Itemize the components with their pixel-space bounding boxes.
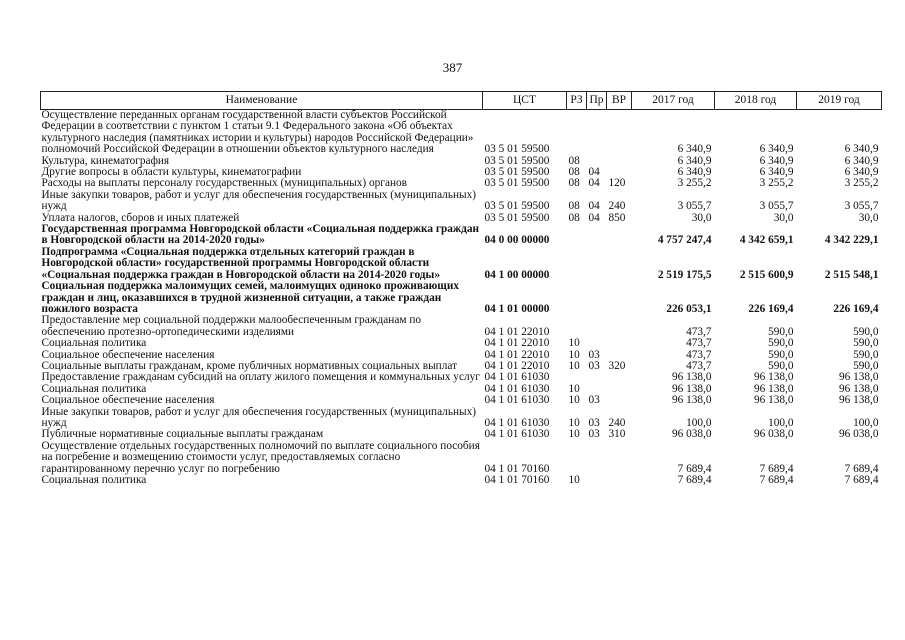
header-vr: ВР (607, 92, 632, 110)
row-name: Расходы на выплаты персоналу государственных (муниципальных) органов (41, 177, 407, 190)
row-2019: 7 689,4 (844, 462, 879, 475)
row-rz (567, 224, 587, 247)
row-cst: 04 1 01 61030 (484, 428, 550, 441)
row-2018: 7 689,4 (759, 474, 794, 486)
header-cst: ЦСТ (483, 92, 567, 110)
row-2018: 3 055,7 (759, 200, 794, 213)
row-cst: 04 1 00 00000 (484, 268, 550, 281)
row-pr: 03 (588, 359, 600, 372)
table-row (41, 247, 882, 281)
row-cst: 04 1 01 22010 (484, 359, 550, 372)
row-pr (587, 224, 607, 247)
row-2019: 30,0 (858, 211, 879, 224)
row-2018: 6 340,9 (759, 143, 794, 156)
header-pr: Пр (587, 92, 607, 110)
row-2019: 7 689,4 (844, 474, 879, 486)
row-2018: 30,0 (773, 211, 794, 224)
header-2019: 2019 год (797, 92, 882, 110)
row-2017: 226 053,1 (666, 302, 712, 315)
row-vr (607, 384, 632, 395)
row-cst: 04 1 01 61030 (484, 416, 550, 429)
row-2019: 6 340,9 (844, 154, 879, 167)
row-vr (607, 156, 632, 167)
header-name: Наименование (41, 92, 483, 110)
table-row (41, 395, 882, 406)
row-pr (587, 247, 607, 281)
row-cst: 04 1 01 70160 (484, 462, 550, 475)
row-rz (567, 281, 587, 315)
row-vr (607, 372, 632, 383)
budget-table (40, 91, 882, 486)
row-pr: 04 (588, 177, 600, 190)
row-name: Государственная программа Новгородской области «Социальная поддержка граждан в Новгородской области на 2014-2020 годы» (41, 223, 479, 247)
row-2017: 3 255,2 (677, 177, 712, 190)
row-2018: 6 340,9 (759, 166, 794, 179)
row-2019: 96 138,0 (838, 382, 879, 395)
row-rz (567, 110, 587, 156)
row-name: Социальные выплаты гражданам, кроме публичных нормативных социальных выплат (41, 359, 458, 372)
row-rz: 10 (568, 359, 580, 372)
row-rz: 08 (568, 177, 580, 190)
row-vr: 320 (608, 359, 626, 372)
row-name: Социальное обеспечение населения (41, 348, 215, 361)
table-row (41, 407, 882, 430)
row-rz (567, 441, 587, 475)
row-2017: 100,0 (686, 416, 712, 429)
row-pr (587, 281, 607, 315)
row-name: Осуществление отдельных государственных полномочий по выплате социального пособия на погребение и возмещению стоимости услуг, предоставляемых согласно гарантированному перечню услуг по погребению (41, 439, 480, 475)
row-2017: 96 138,0 (671, 371, 712, 384)
row-rz (567, 315, 587, 338)
row-2017: 473,7 (686, 359, 712, 372)
row-name: Уплата налогов, сборов и иных платежей (41, 211, 240, 224)
row-name: Предоставление гражданам субсидий на оплату жилого помещения и коммунальных услуг (41, 371, 480, 384)
header-2018: 2018 год (715, 92, 797, 110)
row-cst: 04 1 01 70160 (484, 474, 550, 486)
row-2017: 6 340,9 (677, 143, 712, 156)
row-cst: 04 1 01 22010 (484, 325, 550, 338)
row-2018: 590,0 (768, 348, 794, 361)
row-cst: 04 1 01 22010 (484, 348, 550, 361)
row-rz: 10 (568, 337, 580, 350)
row-2018: 7 689,4 (759, 462, 794, 475)
row-2017: 30,0 (691, 211, 712, 224)
row-name: Иные закупки товаров, работ и услуг для обеспечения государственных (муниципальных) нужд (41, 405, 477, 429)
row-cst: 03 5 01 59500 (484, 200, 550, 213)
row-2019: 590,0 (853, 359, 879, 372)
row-rz: 10 (568, 348, 580, 361)
row-2017: 6 340,9 (677, 154, 712, 167)
row-2018: 2 515 600,9 (739, 268, 794, 281)
row-vr: 850 (608, 211, 626, 224)
row-2017: 96 138,0 (671, 382, 712, 395)
row-2019: 6 340,9 (844, 143, 879, 156)
row-pr: 03 (588, 416, 600, 429)
row-2017: 96 138,0 (671, 394, 712, 407)
row-pr (587, 315, 607, 338)
row-cst: 04 1 01 00000 (484, 302, 550, 315)
row-cst: 04 0 00 00000 (484, 234, 550, 247)
table-row (41, 475, 882, 486)
header-rz: РЗ (567, 92, 587, 110)
row-2018: 590,0 (768, 325, 794, 338)
row-name: Социальная политика (41, 337, 147, 350)
row-vr: 120 (608, 177, 626, 190)
row-pr (587, 441, 607, 475)
row-vr (607, 475, 632, 486)
row-2018: 226 169,4 (748, 302, 794, 315)
row-name: Другие вопросы в области культуры, кинематографии (41, 166, 302, 179)
row-name: Социальная политика (41, 382, 147, 395)
row-rz: 10 (568, 428, 580, 441)
row-cst: 03 5 01 59500 (484, 177, 550, 190)
row-2017: 473,7 (686, 348, 712, 361)
row-2018: 4 342 659,1 (739, 234, 794, 247)
row-2019: 100,0 (853, 416, 879, 429)
row-2019: 96 038,0 (838, 428, 879, 441)
row-2018: 590,0 (768, 359, 794, 372)
row-2017: 473,7 (686, 325, 712, 338)
row-pr (587, 475, 607, 486)
row-2019: 96 138,0 (838, 371, 879, 384)
row-2017: 6 340,9 (677, 166, 712, 179)
row-rz: 10 (568, 474, 580, 486)
row-pr: 03 (588, 428, 600, 441)
table-row (41, 190, 882, 213)
table-row (41, 441, 882, 475)
row-2018: 3 255,2 (759, 177, 794, 190)
row-cst: 04 1 01 61030 (484, 371, 550, 384)
row-vr: 240 (608, 200, 626, 213)
table-row (41, 281, 882, 315)
row-2019: 2 515 548,1 (824, 268, 879, 281)
header-2017: 2017 год (632, 92, 715, 110)
row-vr (607, 441, 632, 475)
table-row (41, 110, 882, 156)
row-2019: 590,0 (853, 337, 879, 350)
row-2018: 96 138,0 (753, 394, 794, 407)
row-name: Культура, кинематография (41, 154, 170, 167)
row-vr: 310 (608, 428, 626, 441)
row-cst: 03 5 01 59500 (484, 154, 550, 167)
row-name: Предоставление мер социальной поддержки малообеспеченным гражданам по обеспечению протезно-ортопедическими изделиями (41, 314, 422, 338)
row-2019: 3 055,7 (844, 200, 879, 213)
row-rz: 08 (568, 211, 580, 224)
row-cst: 04 1 01 22010 (484, 337, 550, 350)
row-2017: 4 757 247,4 (657, 234, 712, 247)
row-vr: 240 (608, 416, 626, 429)
row-cst: 03 5 01 59500 (484, 211, 550, 224)
row-pr: 04 (588, 166, 600, 179)
row-2017: 7 689,4 (677, 462, 712, 475)
row-vr (607, 338, 632, 349)
row-rz: 08 (568, 154, 580, 167)
table-body (41, 110, 882, 487)
row-2019: 590,0 (853, 348, 879, 361)
row-vr (607, 110, 632, 156)
row-pr (587, 372, 607, 383)
row-rz: 10 (568, 382, 580, 395)
row-pr (587, 338, 607, 349)
row-vr (607, 281, 632, 315)
row-2019: 96 138,0 (838, 394, 879, 407)
row-2017: 7 689,4 (677, 474, 712, 486)
row-rz (567, 247, 587, 281)
row-2018: 100,0 (768, 416, 794, 429)
row-rz: 10 (568, 416, 580, 429)
row-2018: 590,0 (768, 337, 794, 350)
table-row (41, 315, 882, 338)
table-header (41, 92, 882, 110)
row-name: Социальная политика (41, 474, 147, 486)
row-cst: 03 5 01 59500 (484, 143, 550, 156)
row-2018: 96 038,0 (753, 428, 794, 441)
row-2018: 96 138,0 (753, 382, 794, 395)
row-2019: 4 342 229,1 (824, 234, 879, 247)
row-name: Социальная поддержка малоимущих семей, малоимущих одиноко проживающих граждан и лиц, оказавшихся в трудной жизненной ситуации, а также граждан пожилого возраста (41, 280, 459, 315)
row-rz: 08 (568, 166, 580, 179)
row-2017: 3 055,7 (677, 200, 712, 213)
row-rz: 08 (568, 200, 580, 213)
row-2017: 2 519 175,5 (657, 268, 712, 281)
row-2019: 3 255,2 (844, 177, 879, 190)
row-cst: 03 5 01 59500 (484, 166, 550, 179)
row-name: Подпрограмма «Социальная поддержка отдельных категорий граждан в Новгородской области» государственной программы Новгородской области «Социальная поддержка граждан в Новгородской области на 2014-2020 годы» (41, 245, 440, 281)
row-pr (587, 110, 607, 156)
table-row (41, 338, 882, 349)
row-name: Иные закупки товаров, работ и услуг для обеспечения государственных (муниципальных) нужд (41, 188, 477, 213)
row-name: Публичные нормативные социальные выплаты гражданам (41, 428, 324, 441)
row-vr (607, 395, 632, 406)
row-vr (607, 315, 632, 338)
row-name: Социальное обеспечение населения (41, 394, 215, 407)
row-2017: 473,7 (686, 337, 712, 350)
row-2017: 96 038,0 (671, 428, 712, 441)
row-pr: 03 (588, 394, 600, 407)
page-number: 387 (442, 60, 463, 75)
row-pr: 03 (588, 348, 600, 361)
row-2018: 96 138,0 (753, 371, 794, 384)
row-name: Осуществление переданных органам государственной власти субъектов Российской Федерации в соответствии с пунктом 1 статьи 9.1 Федерального закона «Об объектах культурного наследия (памятниках истории и культуры) народов Российской Федерации» полномочий Российской Федерации в отношении объектов культурного наследия (41, 109, 474, 156)
row-vr (607, 224, 632, 247)
row-2019: 226 169,4 (833, 302, 879, 315)
row-2018: 6 340,9 (759, 154, 794, 167)
row-rz: 10 (568, 394, 580, 407)
row-cst: 04 1 01 61030 (484, 394, 550, 407)
row-vr (607, 247, 632, 281)
row-2019: 6 340,9 (844, 166, 879, 179)
row-cst: 04 1 01 61030 (484, 382, 550, 395)
row-2019: 590,0 (853, 325, 879, 338)
row-pr: 04 (588, 211, 600, 224)
table-row (41, 224, 882, 247)
row-pr: 04 (588, 200, 600, 213)
